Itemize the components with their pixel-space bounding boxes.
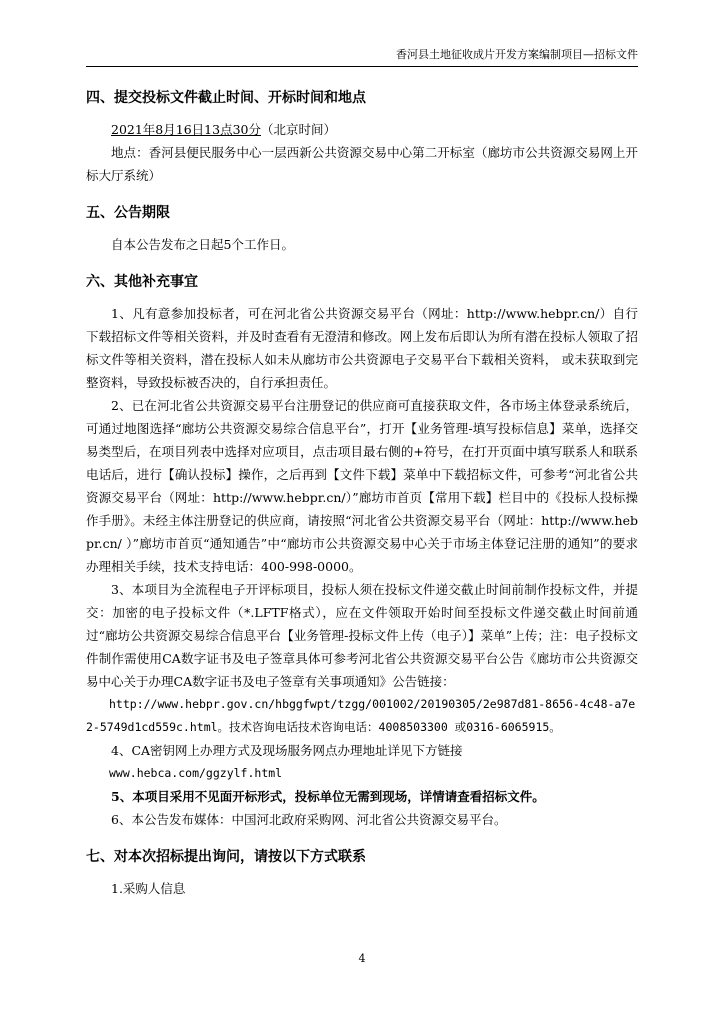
ca-notice-link: http://www.hebpr.gov.cn/hbggfwpt/tzgg/001002/20190305/2e987d81-8656-4c48-a7e2-5749d1cd559c.html。技术咨询电话技术咨询电话：4008503300 或0316-6065915。: [86, 697, 636, 734]
section-5-heading: 五、公告期限: [86, 205, 170, 221]
purchaser-info-heading: 1.采购人信息: [111, 881, 186, 896]
submission-location: 地点：香河县便民服务中心一层西新公共资源交易中心第二开标室（廊坊市公共资源交易网上开标大厅系统）: [86, 145, 638, 183]
section-4-heading: 四、提交投标文件截止时间、开标时间和地点: [86, 90, 366, 106]
section-7-heading: 七、对本次招标提出询问，请按以下方式联系: [86, 849, 366, 865]
supplement-item-4: 4、CA密钥网上办理方式及现场服务网点办理地址详见下方链接: [111, 743, 463, 758]
section-6-heading: 六、其他补充事宜: [86, 274, 198, 290]
deadline-time: 2021年8月16日13点30分: [111, 122, 261, 137]
announcement-period: 自本公告发布之日起5个工作日。: [111, 237, 294, 252]
supplement-item-5: 5、本项目采用不见面开标形式，投标单位无需到现场，详情请查看招标文件。: [111, 789, 545, 804]
document-body: [86, 88, 638, 900]
ca-key-link: www.hebca.com/ggzylf.html: [109, 766, 283, 780]
supplement-item-2: 2、已在河北省公共资源交易平台注册登记的供应商可直接获取文件，各市场主体登录系统后，可通过地图选择“廊坊公共资源交易综合信息平台”，打开【业务管理-填写投标信息】菜单，选择交易类型后，在项目列表中选择对应项目，点击项目最右侧的+符号，在打开页面中填写联系人和联系电话后，进行【确认投标】操作，之后再到【文件下载】菜单中下载招标文件，可参考“河北省公共资源交易平台（网址：http://www.hebpr.cn/）”廊坊市首页【常用下载】栏目中的《投标人投标操作手册》。未经主体注册登记的供应商，请按照“河北省公共资源交易平台（网址：http://www.hebpr.cn/ ）”廊坊市首页“通知通告”中“廊坊市公共资源交易中心关于市场主体登记注册的通知”的要求办理相关手续，技术支持电话：400-998-0000。: [86, 398, 638, 574]
deadline-time-note: （北京时间）: [260, 122, 336, 137]
submission-time: [86, 118, 638, 141]
page-number: 4: [358, 952, 366, 965]
supplement-item-6: 6、本公告发布媒体：中国河北政府采购网、河北省公共资源交易平台。: [111, 812, 507, 827]
supplement-item-1: 1、凡有意参加投标者，可在河北省公共资源交易平台（网址：http://www.hebpr.cn/）自行下载招标文件等相关资料，并及时查看有无澄清和修改。网上发布后即认为所有潜在投标人领取了招标文件等相关资料，潜在投标人如未从廊坊市公共资源电子交易平台下载相关资料， 或未获取到完整资料，导致投标被否决的，自行承担责任。: [86, 306, 638, 390]
supplement-item-3: 3、本项目为全流程电子开评标项目，投标人须在投标文件递交截止时间前制作投标文件，并提交：加密的电子投标文件（*.LFTF格式），应在文件领取开始时间至投标文件递交截止时间前通过“廊坊公共资源交易综合信息平台【业务管理-投标文件上传（电子）】菜单”上传；注：电子投标文件制作需使用CA数字证书及电子签章具体可参考河北省公共资源交易平台公告《廊坊市公共资源交易中心关于办理CA数字证书及电子签章有关事项通知》公告链接：: [86, 582, 638, 689]
page-header: 香河县土地征收成片开发方案编制项目—招标文件: [86, 48, 638, 67]
